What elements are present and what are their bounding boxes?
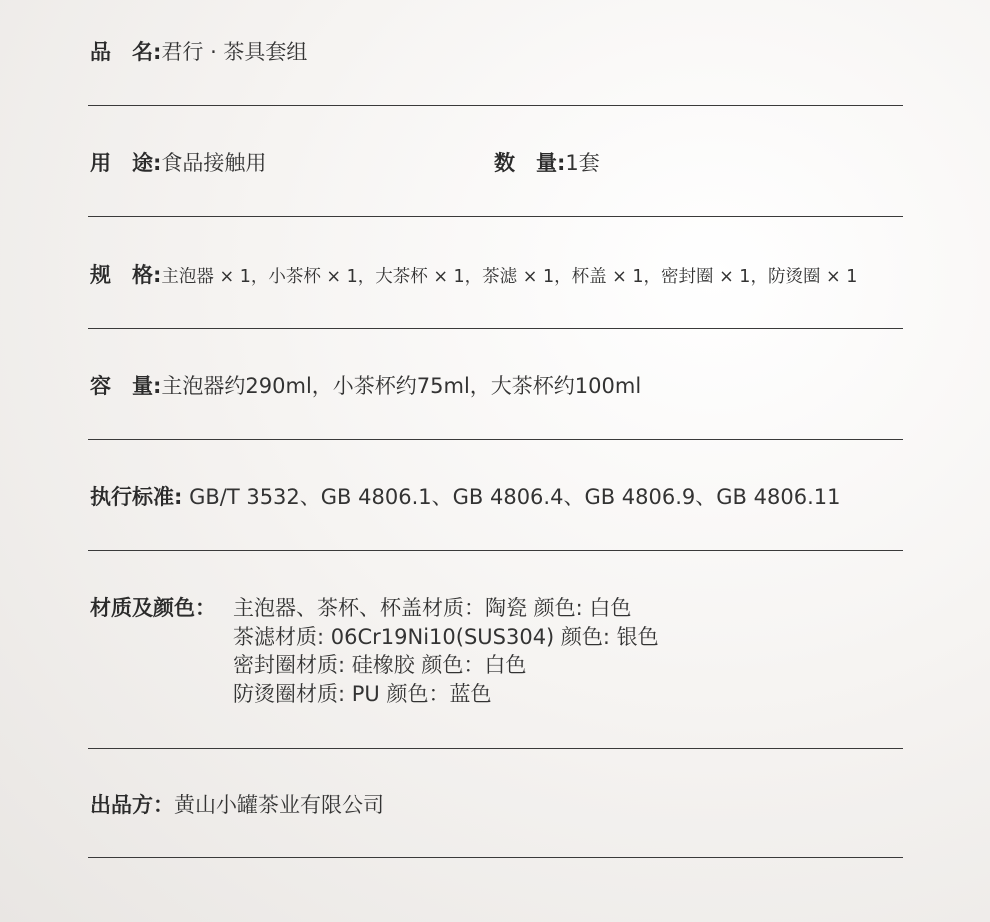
spec-colon: : — [153, 263, 162, 287]
maker-value: 黄山小罐茶业有限公司 — [174, 793, 384, 817]
divider — [88, 328, 903, 329]
product-name-colon: : — [153, 40, 162, 64]
product-name-label: 品 名 — [90, 40, 153, 64]
row-product-name — [90, 38, 307, 66]
row-standard — [90, 483, 840, 511]
divider — [88, 857, 903, 858]
row-spec — [90, 261, 857, 291]
quantity-colon: : — [557, 151, 566, 175]
divider — [88, 748, 903, 749]
material-line: 主泡器、茶杯、杯盖材质：陶瓷 颜色: 白色 — [233, 596, 632, 620]
maker-label: 出品方： — [90, 793, 174, 817]
standard-colon: : — [174, 485, 183, 509]
capacity-label: 容 量 — [90, 374, 153, 398]
divider — [88, 105, 903, 106]
divider — [88, 216, 903, 217]
standard-label: 执行标准 — [90, 485, 174, 509]
usage-label: 用 途 — [90, 151, 153, 175]
material-label: 材质及颜色： — [90, 596, 216, 620]
usage-value: 食品接触用 — [161, 151, 267, 175]
capacity-value: 主泡器约290ml，小茶杯约75ml，大茶杯约100ml — [161, 374, 642, 398]
row-usage — [90, 149, 266, 177]
material-line: 茶滤材质: 06Cr19Ni10(SUS304) 颜色: 银色 — [233, 624, 659, 649]
divider — [88, 439, 903, 440]
spec-label: 规 格 — [90, 263, 153, 287]
row-maker — [90, 791, 384, 819]
standard-value: GB/T 3532、GB 4806.1、GB 4806.4、GB 4806.9、GB 4806.11 — [182, 485, 841, 509]
material-lines — [233, 594, 659, 708]
usage-colon: : — [153, 151, 162, 175]
material-line: 密封圈材质: 硅橡胶 颜色：白色 — [233, 653, 527, 677]
product-name-value: 君行 · 茶具套组 — [161, 40, 308, 64]
row-capacity — [90, 372, 641, 400]
row-quantity — [494, 149, 600, 177]
quantity-label: 数 量 — [494, 151, 557, 175]
capacity-colon: : — [153, 374, 162, 398]
quantity-value: 1套 — [565, 151, 600, 175]
spec-value: 主泡器 × 1，小茶杯 × 1，大茶杯 × 1，茶滤 × 1，杯盖 × 1，密封圈 × 1，防烫圈 × 1 — [161, 267, 858, 287]
material-line: 防烫圈材质: PU 颜色：蓝色 — [233, 681, 492, 706]
divider — [88, 550, 903, 551]
